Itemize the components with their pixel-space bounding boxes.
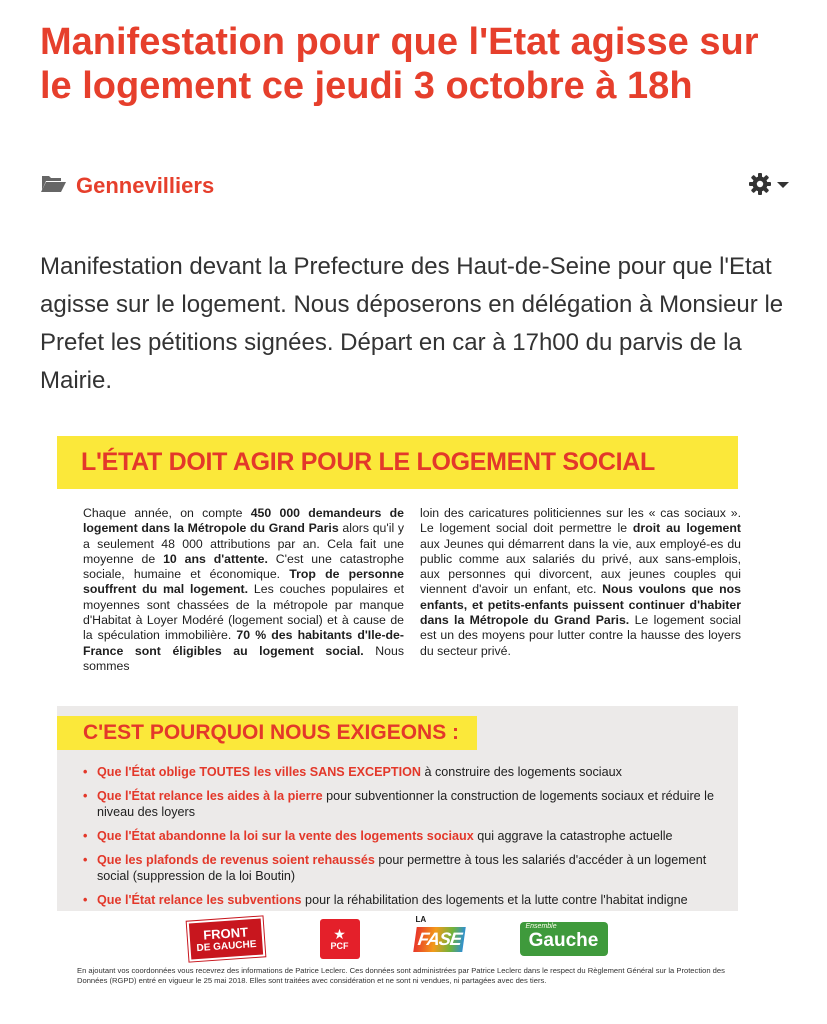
- rgpd-disclaimer: En ajoutant vos coordonnées vous recevrez des informations de Patrice Leclerc. Ces données sont administrées par Patrice Leclerc dans le respect du Règlement Général sur la Protection des Données (RGPD) entré en vigueur le 25 mai 2018. Elles sont traitées avec considération et ne sont ni vendues, ni partagées avec des tiers.: [77, 966, 725, 985]
- fase-logo: [416, 917, 464, 961]
- ensemble-gauche-logo-prefix: Ensemble: [525, 923, 557, 930]
- flyer-text-run: 70 % des habitants d'Ile-de-France sont éligibles au logement social.: [83, 628, 404, 658]
- flyer-text-run: C'est une catastrophe sociale, humaine et économique.: [83, 551, 404, 582]
- flyer-image: [57, 430, 769, 1000]
- caret-down-icon: [776, 177, 790, 195]
- demand-text: qui aggrave la catastrophe actuelle: [473, 829, 673, 843]
- pcf-logo: [320, 919, 360, 959]
- article-title: Manifestation pour que l'Etat agisse sur le logement ce jeudi 3 octobre à 18h: [40, 21, 759, 107]
- flyer-heading-banner: [57, 436, 738, 489]
- flyer-text-run: Le logement social est un des moyens pour lutter contre la hausse des loyers du secteur privé.: [420, 613, 742, 658]
- category: [40, 173, 214, 199]
- front-de-gauche-logo-line2: DE GAUCHE: [195, 938, 257, 954]
- star-icon: ★: [333, 926, 346, 942]
- front-de-gauche-logo: [186, 916, 265, 961]
- flyer-text-run: Chaque année, on compte: [83, 506, 251, 520]
- party-logos: [57, 914, 738, 964]
- demand-highlight: Que l'État abandonne la loi sur la vente des logements sociaux: [97, 829, 474, 843]
- flyer-text-run: Nous sommes: [83, 643, 404, 673]
- flyer-text-run: Nous voulons que nos enfants, et petits-enfants puissent continuer d'habiter dans la Métropole du Grand Paris.: [420, 582, 741, 628]
- fase-logo-prefix: LA: [415, 915, 427, 924]
- folder-open-icon: [40, 174, 66, 199]
- demand-text: à construire des logements sociaux: [420, 765, 622, 779]
- demands-title: C'EST POURQUOI NOUS EXIGEONS :: [83, 721, 460, 744]
- pcf-logo-text: PCF: [330, 941, 349, 951]
- category-link[interactable]: Gennevilliers: [76, 173, 215, 198]
- demands-title-banner: [57, 716, 477, 750]
- demand-highlight: Que l'État relance les aides à la pierre: [97, 789, 323, 803]
- demands-box: [57, 706, 738, 911]
- flyer-text-run: aux Jeunes qui démarrent dans la vie, aux employé-es du public comme aux salariés du privé, aux sans-emplois, aux personnes qui divorcent, aux jeunes couples qui viennent d'avoir un enfant, etc.: [420, 536, 741, 597]
- demand-item: [83, 788, 728, 820]
- demand-text: pour permettre à tous les salariés d'accéder à un logement social (suppression de la loi Boutin): [97, 853, 707, 883]
- flyer-text-run: alors qu'il y a seulement 48 000 attributions par an. Cela fait une moyenne de: [83, 521, 404, 566]
- demand-item: [83, 892, 728, 908]
- demand-item: [83, 852, 728, 884]
- flyer-text-columns: [83, 506, 741, 674]
- demand-item: [83, 828, 728, 844]
- demand-text: pour subventionner la construction de logements sociaux et réduire le niveau des loyers: [97, 789, 714, 819]
- flyer-text-run: loin des caricatures politiciennes sur les « cas sociaux ». Le logement social doit permettre le: [420, 506, 741, 536]
- ensemble-gauche-logo: [520, 922, 608, 956]
- ensemble-gauche-logo-text: Gauche: [528, 930, 599, 951]
- demand-text: pour la réhabilitation des logements et la lutte contre l'habitat indigne: [301, 893, 688, 907]
- flyer-column-left: [83, 506, 404, 674]
- demand-item: [83, 764, 728, 780]
- flyer-text-run: 10 ans d'attente.: [163, 551, 268, 566]
- flyer-text-run: Trop de personne souffrent du mal logement.: [83, 567, 404, 597]
- demand-highlight: Que l'État relance les subventions: [97, 893, 302, 907]
- flyer-text-run: droit au logement: [632, 521, 741, 536]
- gear-icon: [748, 172, 772, 201]
- demand-highlight: Que les plafonds de revenus soient rehaussés: [97, 853, 375, 867]
- demands-list: [83, 764, 728, 916]
- flyer-column-right: [420, 506, 741, 674]
- article-intro: Manifestation devant la Prefecture des Haut-de-Seine pour que l'Etat agisse sur le logement. Nous déposerons en délégation à Monsieur le Prefet les pétitions signées. Départ en car à 17h00 du parvis de la Mairie.: [40, 253, 784, 394]
- flyer-heading: L'ÉTAT DOIT AGIR POUR LE LOGEMENT SOCIAL: [81, 448, 656, 476]
- article-tools-button[interactable]: [748, 172, 790, 201]
- flyer-text-run: 450 000 demandeurs de logement dans la Métropole du Grand Paris: [83, 506, 404, 536]
- flyer-text-run: Les couches populaires et moyennes sont chassées de la métropole par manque d'Habitat à Loyer Modéré (logement social) et à cause de la spéculation immobilière.: [83, 582, 404, 643]
- article-meta: [40, 170, 790, 202]
- front-de-gauche-logo-line1: FRONT: [202, 923, 248, 943]
- fase-logo-text: FASE: [413, 927, 466, 952]
- demand-highlight: Que l'État oblige TOUTES les villes SANS EXCEPTION: [97, 765, 421, 779]
